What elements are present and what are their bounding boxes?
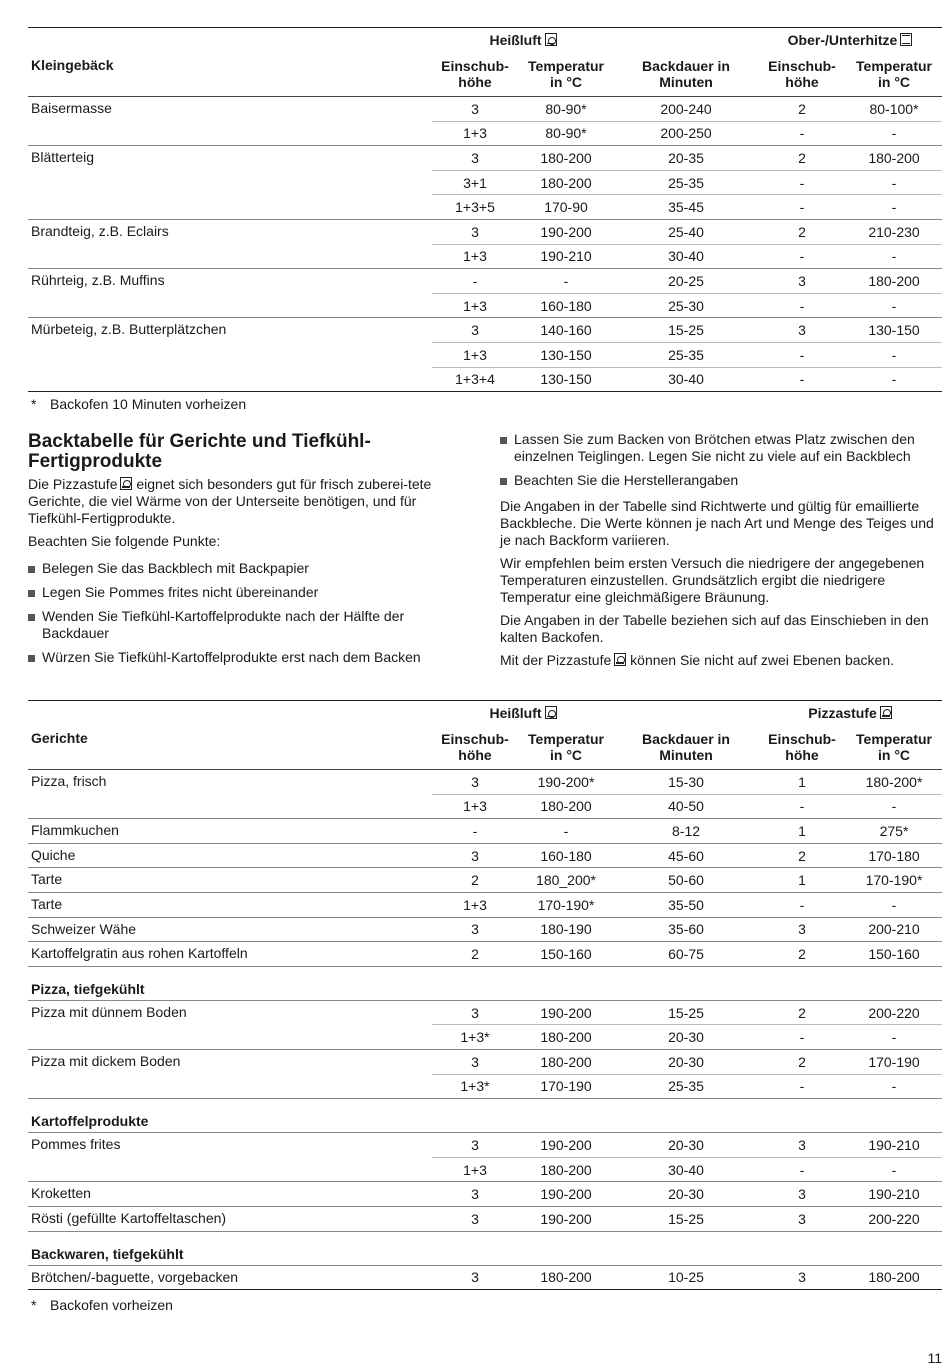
table-cell: 140-160	[540, 322, 592, 339]
table-cell: -	[518, 819, 614, 844]
table-cell: 180-200	[868, 149, 920, 166]
pizza-level-paragraph: Mit der Pizzastufe können Sie nicht auf zwei Ebenen backen.	[500, 652, 895, 668]
table-cell: 200-220	[868, 1004, 920, 1021]
dish-name: Blätterteig	[31, 149, 95, 166]
table-row	[28, 1074, 942, 1099]
dish-name: Pommes frites	[31, 1136, 121, 1153]
hot-air-fan-icon	[545, 706, 557, 719]
dish-name: Rösti (gefüllte Kartoffeltaschen)	[28, 1206, 432, 1231]
points-label: Beachten Sie folgende Punkte:	[28, 533, 221, 549]
table-row	[28, 770, 942, 795]
column-header-name: Kleingebäck	[28, 53, 432, 97]
table-cell: -	[758, 1074, 846, 1099]
table2-footnote: * Backofen vorheizen	[31, 1297, 173, 1313]
table-cell: 1+3+4	[432, 367, 518, 392]
table-cell: 3	[432, 1206, 518, 1231]
table-cell: -	[846, 1074, 942, 1099]
table-cell: 3	[471, 1004, 479, 1021]
table-cell: 1	[758, 868, 846, 893]
table-cell: 2	[432, 942, 518, 967]
table-cell: 190-200	[540, 1004, 592, 1021]
cold-oven-paragraph: Die Angaben in der Tabelle beziehen sich auf das Einschieben in den kalten Backofen.	[500, 612, 929, 645]
table-cell: 130-150	[518, 367, 614, 392]
table-cell: 20-25	[668, 272, 704, 289]
bullet-list-right	[500, 431, 944, 489]
dish-name: Tarte	[28, 892, 432, 917]
table-cell: -	[472, 272, 478, 289]
dish-name: Pizza mit dickem Boden	[31, 1052, 181, 1069]
dish-name	[28, 794, 432, 819]
dish-name	[28, 244, 432, 269]
table-cell: 45-60	[614, 843, 758, 868]
dish-name	[28, 342, 432, 367]
table-cell: -	[758, 367, 846, 392]
table-cell: 1+3	[432, 892, 518, 917]
table-cell: 3	[471, 149, 479, 166]
table-cell: -	[846, 367, 942, 392]
dish-name: Schweizer Wähe	[28, 917, 432, 942]
table-cell: 170-90	[518, 195, 614, 220]
table-cell: -	[563, 272, 569, 289]
table-cell: 20-30	[668, 1053, 704, 1070]
column-header: Einschub- höhe	[432, 53, 518, 97]
table-cell: 180-200	[518, 794, 614, 819]
table-row	[28, 318, 942, 343]
table-row	[28, 1265, 942, 1290]
table-cell: 180-200	[846, 1265, 942, 1290]
dish-name	[28, 170, 432, 195]
group-header-hot-air: Heißluft	[432, 28, 614, 53]
table-cell: 8-12	[614, 819, 758, 844]
table-row	[28, 219, 942, 244]
dish-name	[28, 121, 432, 146]
table-row	[28, 843, 942, 868]
table-cell: 3	[432, 1182, 518, 1207]
table-row	[28, 244, 942, 269]
table1-footnote: * Backofen 10 Minuten vorheizen	[31, 396, 247, 412]
table-row	[28, 917, 942, 942]
table-cell: 180-200	[518, 170, 614, 195]
table-cell: 1+3+5	[432, 195, 518, 220]
table-cell: 30-40	[614, 367, 758, 392]
pizza-setting-icon	[614, 653, 626, 666]
table-cell: 180-200	[518, 1025, 614, 1050]
dish-name: Kroketten	[28, 1182, 432, 1207]
table-cell: -	[758, 1157, 846, 1182]
table-cell: 190-200	[540, 1136, 592, 1153]
dish-name: Flammkuchen	[28, 819, 432, 844]
table-cell: 180-200	[518, 1265, 614, 1290]
table-row	[28, 367, 942, 392]
table-cell: 3	[471, 322, 479, 339]
table-cell: -	[846, 1157, 942, 1182]
bullet-item: Belegen Sie das Backblech mit Backpapier	[28, 560, 472, 577]
table-cell: -	[758, 342, 846, 367]
table-cell: 170-190	[518, 1074, 614, 1099]
table-cell: -	[846, 195, 942, 220]
table-cell: 1+3*	[432, 1074, 518, 1099]
guideline-paragraph: Die Angaben in der Tabelle sind Richtwerte und gültig für emaillierte Backbleche. Die Werte können je nach Art und Menge des Teiges und je nach Backform variieren.	[500, 498, 934, 548]
section-heading-row	[28, 966, 942, 1000]
table-row	[28, 1000, 942, 1025]
table-cell: 190-200	[518, 1182, 614, 1207]
column-header: Temperatur in °C	[846, 53, 942, 97]
dish-name: Rührteig, z.B. Muffins	[31, 272, 165, 289]
table-cell: 1+3	[432, 342, 518, 367]
group-header-top-bottom-heat: Ober-/Unterhitze	[758, 28, 942, 53]
table-cell: 3	[758, 1182, 846, 1207]
table-cell: 200-250	[614, 121, 758, 146]
dish-name	[28, 1074, 432, 1099]
baking-table-small-pastries	[28, 27, 942, 392]
dish-name: Pizza, frisch	[31, 773, 107, 789]
table-cell: 1+3	[432, 293, 518, 318]
table-cell: 130-150	[518, 342, 614, 367]
column-header: Temperatur in °C	[518, 53, 614, 97]
table-cell: 130-150	[868, 322, 920, 339]
table-cell: 2	[798, 223, 806, 240]
table-cell: 3	[471, 1053, 479, 1070]
table-cell: 190-210	[518, 244, 614, 269]
table-cell: 3	[758, 1265, 846, 1290]
table-cell: 170-190*	[846, 868, 942, 893]
table-cell: 2	[798, 1053, 806, 1070]
table-cell: -	[846, 293, 942, 318]
column-header-name: Gerichte	[28, 726, 432, 770]
dish-name	[28, 1157, 432, 1182]
table-cell: -	[758, 293, 846, 318]
table-cell: 3	[798, 1136, 806, 1153]
table-cell: 1+3	[432, 121, 518, 146]
dish-name: Tarte	[28, 868, 432, 893]
pizza-setting-icon	[120, 477, 132, 490]
table-cell: 200-220	[846, 1206, 942, 1231]
table-cell: 3	[432, 1265, 518, 1290]
table-cell: 160-180	[518, 843, 614, 868]
table-cell: 2	[798, 1004, 806, 1021]
section-heading: Kartoffelprodukte	[28, 1099, 942, 1133]
table-cell: -	[758, 244, 846, 269]
table-cell: 2	[432, 868, 518, 893]
table-cell: 170-180	[846, 843, 942, 868]
table-cell: 50-60	[614, 868, 758, 893]
dish-name	[28, 293, 432, 318]
table-row	[28, 1157, 942, 1182]
table-cell: 2	[798, 100, 806, 117]
dish-name: Mürbeteig, z.B. Butterplätzchen	[31, 321, 227, 338]
dish-name: Pizza mit dünnem Boden	[31, 1003, 187, 1020]
table-cell: 1+3	[432, 244, 518, 269]
table-cell: -	[758, 195, 846, 220]
table-cell: 3	[758, 917, 846, 942]
table-cell: 200-210	[846, 917, 942, 942]
table-cell: 190-200*	[537, 773, 595, 790]
dish-name: Brötchen/-baguette, vorgebacken	[28, 1265, 432, 1290]
table-cell: 150-160	[518, 942, 614, 967]
pizza-setting-icon	[880, 706, 892, 719]
table-row	[28, 293, 942, 318]
table-cell: 3+1	[432, 170, 518, 195]
table-row	[28, 1206, 942, 1231]
table-cell: 25-30	[614, 293, 758, 318]
table-cell: 3	[432, 917, 518, 942]
table-cell: -	[758, 892, 846, 917]
table-cell: 180-200	[540, 149, 592, 166]
table-cell: 180-200	[518, 1157, 614, 1182]
table-cell: 3	[798, 272, 806, 289]
table-row	[28, 97, 942, 122]
table-cell: 180-200*	[865, 773, 923, 790]
table-cell: 30-40	[614, 244, 758, 269]
table-cell: -	[846, 244, 942, 269]
table-row	[28, 868, 942, 893]
section-heading: Backwaren, tiefgekühlt	[28, 1231, 942, 1265]
column-header: Einschub- höhe	[758, 53, 846, 97]
table-cell: -	[758, 170, 846, 195]
table-cell: -	[846, 794, 942, 819]
column-header: Backdauer in Minuten	[614, 53, 758, 97]
table-cell: 1+3	[432, 1157, 518, 1182]
table-cell: 10-25	[614, 1265, 758, 1290]
table-cell: 3	[432, 843, 518, 868]
table-cell: 170-190	[868, 1053, 920, 1070]
bullet-item: Wenden Sie Tiefkühl-Kartoffelprodukte nach der Hälfte der Backdauer	[28, 608, 472, 642]
top-bottom-heat-icon	[900, 33, 912, 46]
section-left-column	[28, 432, 472, 673]
section-heading-row	[28, 1099, 942, 1133]
table-cell: 190-210	[846, 1182, 942, 1207]
table-row	[28, 170, 942, 195]
table-cell: 190-200	[518, 1206, 614, 1231]
table-row	[28, 342, 942, 367]
table-cell: 1	[798, 773, 806, 790]
dish-name	[28, 195, 432, 220]
bullet-item: Würzen Sie Tiefkühl-Kartoffelprodukte erst nach dem Backen	[28, 649, 472, 666]
table-cell: 150-160	[846, 942, 942, 967]
table-row	[28, 892, 942, 917]
bullet-item: Beachten Sie die Herstellerangaben	[500, 472, 944, 489]
table-cell: 3	[471, 1136, 479, 1153]
dish-name: Baisermasse	[31, 100, 112, 116]
table-cell: 2	[798, 149, 806, 166]
table-row	[28, 819, 942, 844]
column-header: Backdauer in Minuten	[614, 726, 758, 770]
dish-name: Brandteig, z.B. Eclairs	[31, 222, 169, 239]
table-cell: 3	[798, 322, 806, 339]
table-cell: 1+3*	[432, 1025, 518, 1050]
table-cell: 3	[758, 1206, 846, 1231]
column-header: Einschub- höhe	[432, 726, 518, 770]
table-cell: 20-30	[668, 1136, 704, 1153]
table-cell: -	[758, 1025, 846, 1050]
table-row	[28, 942, 942, 967]
table-row	[28, 195, 942, 220]
table-cell: 180-190	[518, 917, 614, 942]
table-cell: 2	[758, 843, 846, 868]
dish-name	[28, 367, 432, 392]
table-cell: 180_200*	[518, 868, 614, 893]
table-cell: 3	[471, 773, 479, 790]
group-header-pizza-setting: Pizzastufe	[758, 701, 942, 726]
table-cell: 190-210	[868, 1136, 920, 1153]
intro-paragraph: Die Pizzastufe eignet sich besonders gut für frisch zuberei-tete Gerichte, die viel Wärme von der Unterseite benötigen, und für Tiefkühl-Fertigprodukte.	[28, 476, 432, 526]
table-cell: -	[846, 342, 942, 367]
bullet-item: Legen Sie Pommes frites nicht übereinander	[28, 584, 472, 601]
section-right-column	[500, 431, 944, 675]
table-cell: 160-180	[518, 293, 614, 318]
table-cell: 35-45	[614, 195, 758, 220]
table-cell: -	[432, 819, 518, 844]
bullet-item: Lassen Sie zum Backen von Brötchen etwas Platz zwischen den einzelnen Teiglingen. Legen Sie nicht zu viele auf ein Backblech	[500, 431, 944, 465]
table-cell: -	[846, 121, 942, 146]
table-cell: 15-25	[614, 1206, 758, 1231]
table-cell: -	[758, 794, 846, 819]
table-row	[28, 1133, 942, 1158]
column-header: Einschub- höhe	[758, 726, 846, 770]
table-row	[28, 1025, 942, 1050]
hot-air-fan-icon	[545, 33, 557, 46]
table-cell: 30-40	[614, 1157, 758, 1182]
table-cell: 25-40	[668, 223, 704, 240]
table-cell: 200-240	[660, 100, 712, 117]
bullet-list-left	[28, 560, 472, 666]
table-cell: 20-30	[614, 1182, 758, 1207]
table-row	[28, 794, 942, 819]
table-cell: 210-230	[868, 223, 920, 240]
table-cell: 2	[758, 942, 846, 967]
table-cell: -	[846, 1025, 942, 1050]
table-cell: 170-190*	[518, 892, 614, 917]
table-cell: 25-35	[614, 342, 758, 367]
table-row	[28, 1049, 942, 1074]
section-heading-row	[28, 1231, 942, 1265]
table-cell: 25-35	[614, 170, 758, 195]
table-cell: 80-90*	[518, 121, 614, 146]
table-row	[28, 146, 942, 171]
table-cell: 20-30	[614, 1025, 758, 1050]
table-cell: 35-50	[614, 892, 758, 917]
temperature-paragraph: Wir empfehlen beim ersten Versuch die niedrigere der angegebenen Temperaturen einzustellen. Grundsätzlich ergibt die niedrigere Temperatur eine gleichmäßigere Bräunung.	[500, 555, 925, 605]
table-cell: -	[846, 170, 942, 195]
table-cell: 3	[471, 100, 479, 117]
table-cell: 275*	[846, 819, 942, 844]
table-row	[28, 269, 942, 294]
page-number: 11	[927, 1350, 942, 1366]
section-title: Backtabelle für Gerichte und Tiefkühl-Fertigprodukte	[28, 431, 371, 472]
table-cell: 15-30	[668, 773, 704, 790]
table-cell: 35-60	[614, 917, 758, 942]
table-cell: 80-90*	[545, 100, 587, 117]
table-row	[28, 1182, 942, 1207]
table-cell: 15-25	[668, 1004, 704, 1021]
table-cell: 1	[758, 819, 846, 844]
table-cell: 25-35	[614, 1074, 758, 1099]
dish-name: Kartoffelgratin aus rohen Kartoffeln	[28, 942, 432, 967]
table-cell: 15-25	[668, 322, 704, 339]
column-header: Temperatur in °C	[518, 726, 614, 770]
table-cell: 3	[471, 223, 479, 240]
dish-name: Quiche	[28, 843, 432, 868]
table-cell: -	[758, 121, 846, 146]
table-cell: 1+3	[432, 794, 518, 819]
table-cell: 60-75	[614, 942, 758, 967]
section-heading: Pizza, tiefgekühlt	[28, 966, 942, 1000]
table-cell: 180-200	[868, 272, 920, 289]
table-cell: 80-100*	[869, 100, 919, 117]
table-cell: 180-200	[540, 1053, 592, 1070]
table-cell: 40-50	[614, 794, 758, 819]
table-row	[28, 121, 942, 146]
column-header: Temperatur in °C	[846, 726, 942, 770]
table-cell: 20-35	[668, 149, 704, 166]
table-cell: 190-200	[540, 223, 592, 240]
dish-name	[28, 1025, 432, 1050]
table-cell: -	[846, 892, 942, 917]
group-header-hot-air: Heißluft	[432, 701, 614, 726]
baking-table-dishes-frozen	[28, 700, 942, 1290]
